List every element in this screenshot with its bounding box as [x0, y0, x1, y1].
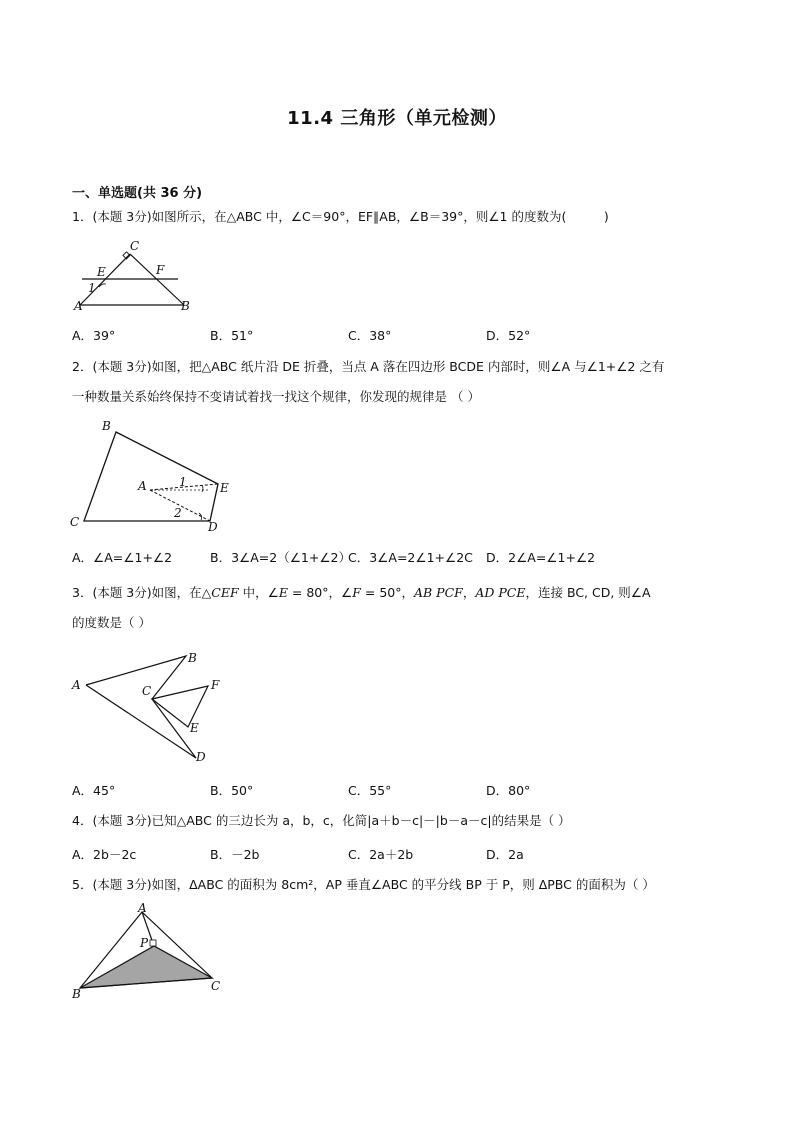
question-text-pre: (本题 3分)如图，在△ [92, 585, 212, 600]
label-B: B [102, 419, 111, 433]
option-a[interactable]: A．2b－2c [72, 847, 137, 862]
question-5 [72, 870, 722, 900]
label-A: A [138, 479, 147, 493]
separator: ， [462, 585, 476, 600]
label-P: P [140, 936, 149, 950]
label-E: E [97, 265, 106, 279]
page-title: 11.4 三角形（单元检测） [287, 108, 507, 129]
label-C: C [211, 979, 221, 993]
options-q1 [72, 326, 632, 344]
label-C: C [142, 684, 152, 698]
figure-q2 [68, 418, 240, 536]
option-b[interactable]: B．50° [210, 783, 254, 798]
label-A: A [74, 299, 83, 313]
question-text-mid: 中，∠ [238, 585, 279, 600]
question-text-line2: 一种数量关系始终保持不变请试着找一找这个规律，你发现的规律是 （ ） [72, 389, 480, 404]
label-1: 1 [179, 475, 187, 489]
option-c[interactable]: C．55° [348, 783, 392, 798]
option-c[interactable]: C．3∠A=2∠1+∠2C [348, 550, 473, 565]
option-b[interactable]: B．3∠A=2（∠1+∠2） [210, 550, 352, 565]
figure-q3 [68, 648, 230, 768]
label-1: 1 [88, 281, 96, 295]
question-number: 1． [72, 209, 93, 224]
option-c[interactable]: C．38° [348, 328, 392, 343]
section-heading: 一、单选题(共 36 分) [72, 186, 203, 201]
question-text: (本题 3分)如图，ΔABC 的面积为 8cm²，AP 垂直∠ABC 的平分线 BP 于 P，则 ΔPBC 的面积为（ ） [92, 877, 655, 892]
label-B: B [188, 651, 197, 665]
angle-e-value: = 80°，∠ [287, 585, 353, 600]
question-1 [72, 202, 722, 232]
label-A: A [72, 678, 81, 692]
label-D: D [208, 520, 218, 534]
question-2 [72, 352, 722, 412]
label-B: B [72, 987, 81, 1001]
figure-q5 [68, 900, 228, 1004]
angle-e-letter: E [278, 585, 288, 600]
options-q2 [72, 548, 632, 566]
label-A: A [138, 901, 147, 915]
label-F: F [211, 678, 220, 692]
angle-f-letter: F [352, 585, 361, 600]
option-d[interactable]: D．2∠A=∠1+∠2 [486, 550, 596, 565]
option-a[interactable]: A．45° [72, 783, 116, 798]
label-B: B [181, 299, 190, 313]
question-number: 4． [72, 813, 93, 828]
question-text-post: ，连接 BC, CD, 则∠A [525, 585, 651, 600]
option-b[interactable]: B．－2b [210, 847, 260, 862]
question-3 [72, 578, 722, 638]
label-2: 2 [174, 506, 182, 520]
option-c[interactable]: C．2a＋2b [348, 847, 414, 862]
label-E: E [220, 481, 229, 495]
option-d[interactable]: D．52° [486, 328, 531, 343]
figure-q1 [72, 238, 202, 314]
angle-f-value: = 50°， [360, 585, 414, 600]
triangle-cef: CEF [211, 585, 239, 600]
label-C: C [130, 239, 140, 253]
label-E: E [190, 721, 199, 735]
parallel-ab-cf: AB PCF [414, 585, 463, 600]
option-d[interactable]: D．2a [486, 847, 524, 862]
label-F: F [156, 263, 165, 277]
question-text-line2: 的度数是（ ） [72, 615, 151, 630]
parallel-ad-ce: AD PCE [475, 585, 526, 600]
options-q3 [72, 781, 632, 799]
question-number: 5． [72, 877, 93, 892]
question-text: (本题 3分)已知△ABC 的三边长为 a，b，c，化简|a＋b－c|－|b－a－c|的结果是（ ） [92, 813, 571, 828]
label-D: D [196, 750, 206, 764]
question-number: 2． [72, 359, 93, 374]
options-q4 [72, 845, 632, 863]
label-C: C [70, 515, 80, 529]
question-number: 3． [72, 585, 93, 600]
option-a[interactable]: A．39° [72, 328, 116, 343]
option-a[interactable]: A．∠A=∠1+∠2 [72, 550, 173, 565]
question-text-line1: (本题 3分)如图，把△ABC 纸片沿 DE 折叠，当点 A 落在四边形 BCDE 内部时，则∠A 与∠1+∠2 之有 [92, 359, 665, 374]
option-b[interactable]: B．51° [210, 328, 254, 343]
option-d[interactable]: D．80° [486, 783, 531, 798]
question-text: (本题 3分)如图所示，在△ABC 中，∠C＝90°，EF∥AB，∠B＝39°，则∠1 的度数为( ) [92, 209, 609, 224]
question-4 [72, 806, 722, 836]
